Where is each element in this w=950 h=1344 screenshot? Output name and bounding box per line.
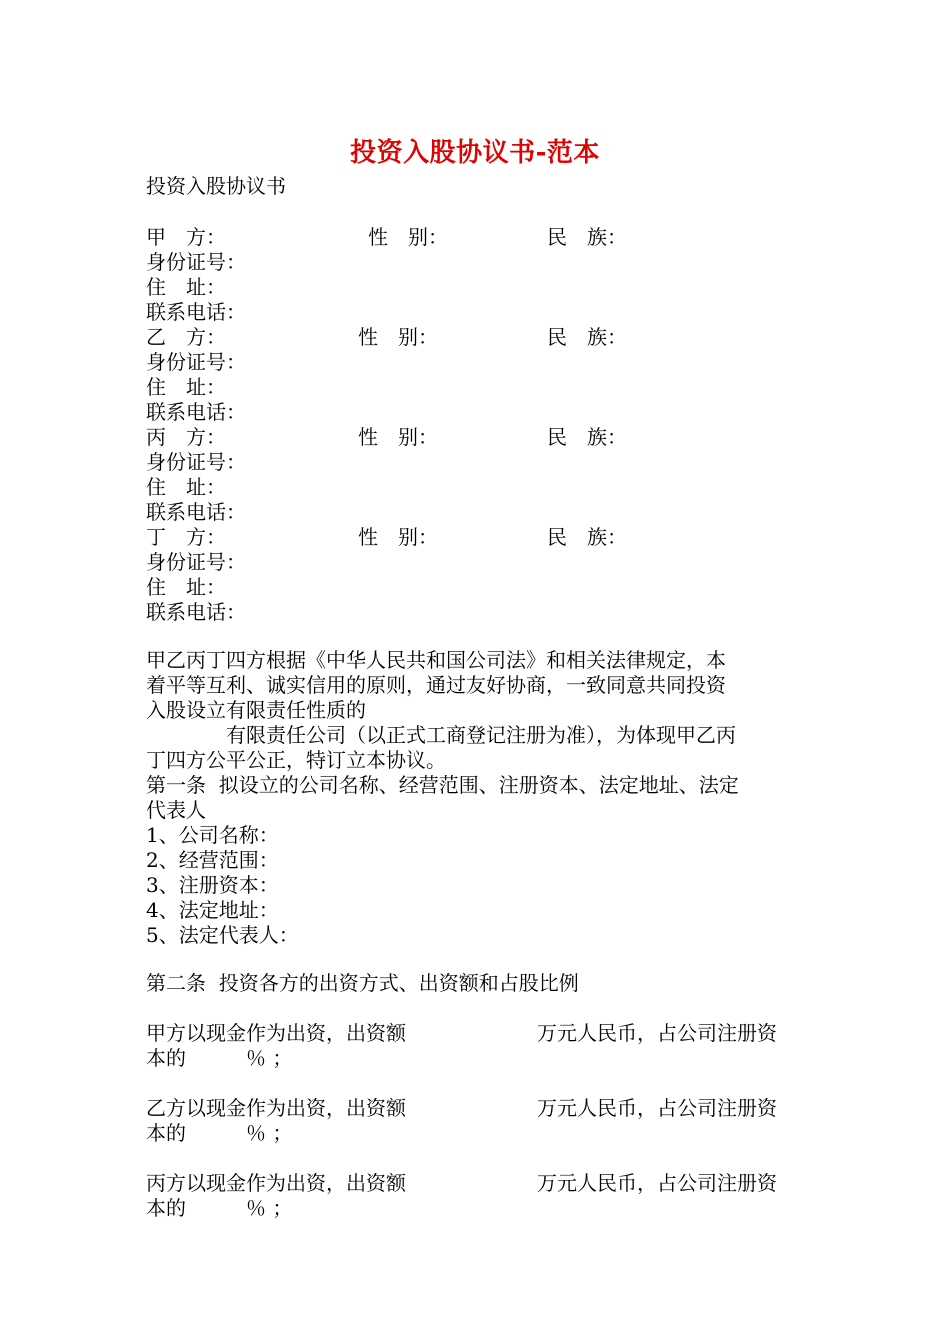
- article-2-heading: 第二条 投资各方的出资方式、出资额和占股比例: [146, 971, 579, 995]
- clause-c-tail: 本的 ％ ；: [146, 1196, 293, 1220]
- document-subtitle: 投资入股协议书: [146, 174, 286, 198]
- party-c-id: 身份证号：: [146, 450, 246, 474]
- article-1-item: 2、经营范围：: [146, 848, 279, 872]
- clause-b-tail: 本的 ％ ；: [146, 1121, 293, 1145]
- clause-b-left: 乙方以现金作为出资，出资额: [146, 1096, 406, 1120]
- party-d-ethnic: 民 族：: [547, 525, 627, 549]
- article-1-item: 5、法定代表人：: [146, 923, 299, 947]
- party-a-ethnic: 民 族：: [547, 225, 627, 249]
- article-1-item: 3、注册资本：: [146, 873, 279, 897]
- article-1-item: 1、公司名称：: [146, 823, 279, 847]
- party-c-address: 住 址：: [146, 475, 226, 499]
- party-a-phone: 联系电话：: [146, 300, 246, 324]
- party-b-label: 乙 方：: [146, 325, 226, 349]
- party-c-ethnic: 民 族：: [547, 425, 627, 449]
- party-b-phone: 联系电话：: [146, 400, 246, 424]
- article-1-heading-line-2: 代表人: [146, 798, 206, 822]
- party-d-id: 身份证号：: [146, 550, 246, 574]
- party-d-phone: 联系电话：: [146, 600, 246, 624]
- clause-a-tail: 本的 ％ ；: [146, 1046, 293, 1070]
- clause-b-right: 万元人民币，占公司注册资: [537, 1096, 777, 1120]
- document-title: 投资入股协议书-范本: [350, 138, 600, 168]
- party-c-phone: 联系电话：: [146, 500, 246, 524]
- party-b-gender: 性 别：: [358, 325, 438, 349]
- party-b-address: 住 址：: [146, 375, 226, 399]
- clause-c-right: 万元人民币，占公司注册资: [537, 1171, 777, 1195]
- party-b-id: 身份证号：: [146, 350, 246, 374]
- intro-line-1: 甲乙丙丁四方根据《中华人民共和国公司法》和相关法律规定，本: [146, 648, 726, 672]
- article-1-item: 4、法定地址：: [146, 898, 279, 922]
- party-a-id: 身份证号：: [146, 250, 246, 274]
- article-1-heading-line-1: 第一条 拟设立的公司名称、经营范围、注册资本、法定地址、法定: [146, 773, 739, 797]
- party-d-label: 丁 方：: [146, 525, 226, 549]
- party-d-gender: 性 别：: [358, 525, 438, 549]
- clause-a-right: 万元人民币，占公司注册资: [537, 1021, 777, 1045]
- intro-line-3: 入股设立有限责任性质的: [146, 698, 366, 722]
- clause-c-left: 丙方以现金作为出资，出资额: [146, 1171, 406, 1195]
- party-a-gender: 性 别：: [368, 225, 448, 249]
- party-c-gender: 性 别：: [358, 425, 438, 449]
- intro-line-4: 有限责任公司（以正式工商登记注册为准），为体现甲乙丙: [146, 723, 736, 747]
- party-a-label: 甲 方：: [146, 225, 226, 249]
- party-b-ethnic: 民 族：: [547, 325, 627, 349]
- party-c-label: 丙 方：: [146, 425, 226, 449]
- party-d-address: 住 址：: [146, 575, 226, 599]
- intro-line-5: 丁四方公平公正，特订立本协议。: [146, 748, 446, 772]
- intro-line-2: 着平等互利、诚实信用的原则，通过友好协商，一致同意共同投资: [146, 673, 726, 697]
- party-a-address: 住 址：: [146, 275, 226, 299]
- clause-a-left: 甲方以现金作为出资，出资额: [146, 1021, 406, 1045]
